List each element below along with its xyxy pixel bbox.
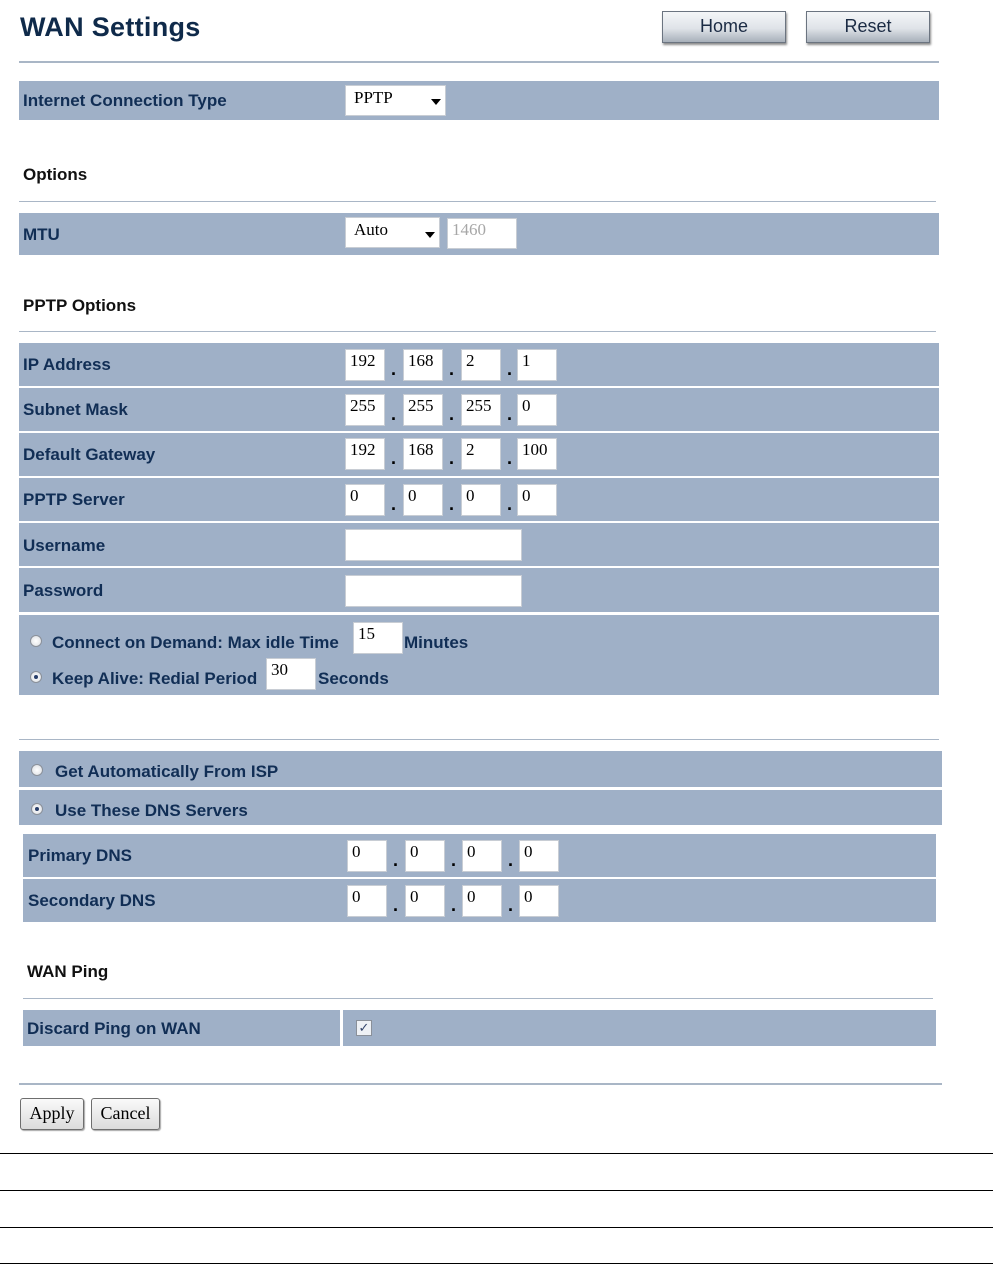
pptp-server-octet-4[interactable]: 0 — [517, 484, 557, 516]
connect-on-demand-radio[interactable] — [30, 635, 42, 647]
apply-button[interactable]: Apply — [20, 1098, 84, 1130]
connection-type-value: PPTP — [354, 88, 393, 107]
octet-separator: . — [507, 359, 513, 379]
octet-separator: . — [391, 404, 397, 424]
default-gateway-octet-4[interactable]: 100 — [517, 438, 557, 470]
keep-alive-radio[interactable] — [30, 671, 42, 683]
secondary-dns-octet-2[interactable]: 0 — [405, 885, 445, 917]
octet-separator: . — [507, 448, 513, 468]
chevron-down-icon — [431, 99, 441, 105]
password-input[interactable] — [345, 575, 522, 607]
secondary-dns-octet-3[interactable]: 0 — [462, 885, 502, 917]
password-label: Password — [23, 581, 104, 600]
secondary-dns-octet-4[interactable]: 0 — [519, 885, 559, 917]
page-title: WAN Settings — [20, 12, 201, 42]
octet-separator: . — [449, 494, 455, 514]
connection-type-label: Internet Connection Type — [23, 91, 227, 110]
footer-line — [0, 1263, 993, 1264]
default-gateway-label: Default Gateway — [23, 445, 156, 464]
subnet-mask-label: Subnet Mask — [23, 400, 128, 419]
octet-separator: . — [451, 895, 457, 915]
mtu-value-input[interactable]: 1460 — [447, 218, 517, 249]
discard-ping-checkbox[interactable] — [356, 1020, 372, 1036]
actions-divider — [19, 1083, 942, 1085]
primary-dns-label: Primary DNS — [28, 846, 132, 865]
ip-address-octet-2[interactable]: 168 — [403, 349, 443, 381]
minutes-unit-label: Minutes — [404, 633, 469, 652]
subnet-mask-octet-1[interactable]: 255 — [345, 394, 385, 426]
secondary-dns-label: Secondary DNS — [28, 891, 156, 910]
pptp-options-heading: PPTP Options — [23, 296, 137, 315]
pptp-server-octet-1[interactable]: 0 — [345, 484, 385, 516]
octet-separator: . — [449, 404, 455, 424]
octet-separator: . — [393, 895, 399, 915]
subnet-mask-octet-2[interactable]: 255 — [403, 394, 443, 426]
octet-separator: . — [449, 359, 455, 379]
primary-dns-octet-4[interactable]: 0 — [519, 840, 559, 872]
pptp-server-octet-3[interactable]: 0 — [461, 484, 501, 516]
max-idle-time-input[interactable]: 15 — [353, 622, 403, 654]
redial-period-input[interactable]: 30 — [266, 658, 316, 690]
mtu-mode-value: Auto — [354, 220, 388, 239]
mtu-mode-select[interactable] — [345, 217, 440, 248]
octet-separator: . — [451, 850, 457, 870]
octet-separator: . — [391, 359, 397, 379]
dns-auto-label: Get Automatically From ISP — [55, 762, 279, 781]
octet-separator: . — [449, 448, 455, 468]
ip-address-octet-1[interactable]: 192 — [345, 349, 385, 381]
default-gateway-octet-3[interactable]: 2 — [461, 438, 501, 470]
footer-line — [0, 1227, 993, 1228]
reset-button[interactable]: Reset — [806, 11, 930, 43]
discard-ping-label: Discard Ping on WAN — [27, 1019, 201, 1038]
octet-separator: . — [508, 895, 514, 915]
pptp-divider — [19, 331, 936, 332]
primary-dns-octet-3[interactable]: 0 — [462, 840, 502, 872]
dns-divider — [19, 739, 939, 740]
options-heading: Options — [23, 165, 88, 184]
secondary-dns-octet-1[interactable]: 0 — [347, 885, 387, 917]
dns-manual-radio[interactable] — [31, 803, 43, 815]
wan-ping-divider — [23, 998, 933, 999]
octet-separator: . — [393, 850, 399, 870]
ip-address-label: IP Address — [23, 355, 111, 374]
username-input[interactable] — [345, 529, 522, 561]
keep-alive-label: Keep Alive: Redial Period — [52, 669, 258, 688]
pptp-server-octet-2[interactable]: 0 — [403, 484, 443, 516]
octet-separator: . — [507, 494, 513, 514]
home-button[interactable]: Home — [662, 11, 786, 43]
connection-type-select[interactable] — [345, 85, 446, 116]
column-separator — [340, 1010, 343, 1046]
ip-address-octet-4[interactable]: 1 — [517, 349, 557, 381]
pptp-server-label: PPTP Server — [23, 490, 125, 509]
primary-dns-octet-2[interactable]: 0 — [405, 840, 445, 872]
cancel-button[interactable]: Cancel — [91, 1098, 160, 1130]
octet-separator: . — [507, 404, 513, 424]
mtu-label: MTU — [23, 225, 60, 244]
default-gateway-octet-1[interactable]: 192 — [345, 438, 385, 470]
username-label: Username — [23, 536, 106, 555]
options-divider — [19, 201, 936, 202]
octet-separator: . — [508, 850, 514, 870]
footer-line — [0, 1190, 993, 1191]
dns-auto-radio[interactable] — [31, 764, 43, 776]
default-gateway-octet-2[interactable]: 168 — [403, 438, 443, 470]
dns-manual-label: Use These DNS Servers — [55, 801, 248, 820]
seconds-unit-label: Seconds — [318, 669, 389, 688]
subnet-mask-octet-4[interactable]: 0 — [517, 394, 557, 426]
ip-address-octet-3[interactable]: 2 — [461, 349, 501, 381]
connect-on-demand-label: Connect on Demand: Max idle Time — [52, 633, 339, 652]
chevron-down-icon — [425, 232, 435, 238]
header-divider — [19, 61, 939, 63]
checkmark-icon: ✓ — [358, 1020, 370, 1035]
subnet-mask-octet-3[interactable]: 255 — [461, 394, 501, 426]
primary-dns-octet-1[interactable]: 0 — [347, 840, 387, 872]
octet-separator: . — [391, 494, 397, 514]
wan-ping-heading: WAN Ping — [27, 962, 109, 981]
footer-line — [0, 1153, 993, 1154]
octet-separator: . — [391, 448, 397, 468]
